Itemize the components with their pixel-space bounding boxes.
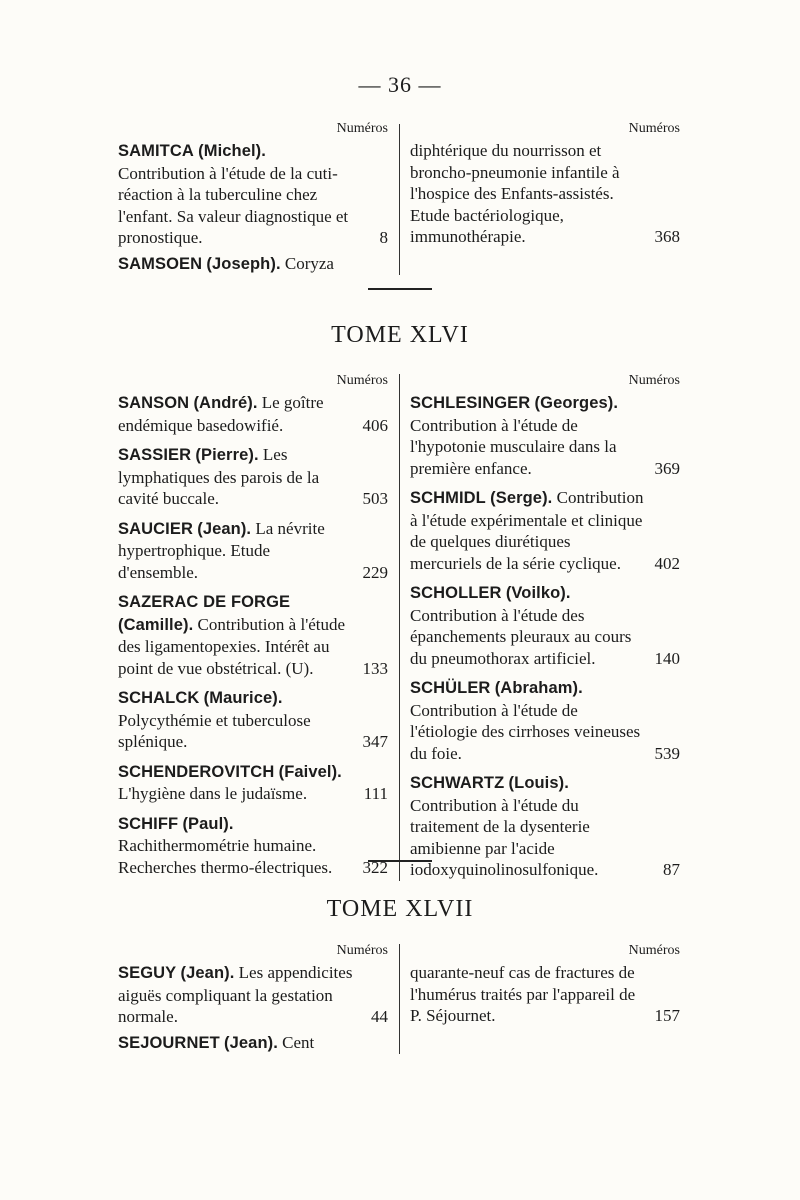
author-first-name: (Jean).: [197, 519, 252, 538]
entry-number: 368: [654, 227, 680, 246]
author-name: SAUCIER: [118, 519, 193, 538]
left-column: [118, 370, 399, 881]
thesis-title: Coryza: [284, 253, 334, 273]
left-column: [118, 118, 399, 275]
thesis-title: Contribution à l'étude du traitement de la dysenterie amibienne par l'acide iodoxyquinolinosulfonique.: [410, 795, 599, 879]
entry-number: 87: [663, 860, 680, 879]
author-first-name: (Jean).: [180, 964, 235, 982]
section-separator: [368, 860, 432, 862]
column-divider: [399, 944, 400, 1054]
left-column: [118, 940, 399, 1054]
column-header-left: Numéros: [336, 943, 388, 958]
index-entry: [118, 140, 388, 249]
section-separator: [368, 288, 432, 290]
author-first-name: (Maurice).: [203, 689, 283, 707]
author-name: SAZERAC DE FORGE: [118, 593, 291, 611]
entry-number: 44: [371, 1007, 388, 1026]
section-tome-xlvii: [118, 940, 680, 1054]
entry-number: 539: [654, 743, 680, 763]
thesis-title: La névrite hypertrophique. Etude d'ensemble.: [118, 518, 325, 582]
index-entry: [118, 591, 388, 679]
thesis-title: Contribution à l'étude des ligamentopexies. Intérêt au point de vue obstétrical. (U).: [118, 614, 346, 678]
author-name: SASSIER: [118, 446, 192, 464]
index-entry: [410, 677, 680, 764]
entry-number: 503: [362, 489, 388, 508]
author-first-name: (Faivel).: [278, 762, 342, 781]
thesis-title: L'hygiène dans le judaïsme.: [118, 784, 308, 803]
thesis-title: Cent: [282, 1032, 315, 1052]
tome-heading: TOME XLVI: [331, 322, 469, 348]
author-first-name: (Louis).: [508, 774, 569, 792]
entry-number: 402: [654, 553, 680, 573]
index-entry: [118, 392, 388, 436]
index-entry: [410, 772, 680, 881]
author-name: SCHWARTZ: [410, 774, 505, 792]
author-first-name: (Camille).: [118, 615, 194, 634]
thesis-title: Les appendicites aiguës compliquant la gestation normale.: [118, 963, 353, 1026]
index-entry: [118, 813, 388, 879]
tome-heading: TOME XLVII: [326, 896, 474, 922]
author-name: SCHOLLER: [410, 584, 502, 602]
thesis-title: Contribution à l'étude de la cuti-réaction à la tuberculine chez l'enfant. Sa valeur diagnostique et pronostique.: [118, 163, 349, 247]
entry-number: 157: [654, 1006, 680, 1025]
author-first-name: (Abraham).: [494, 679, 583, 697]
index-entry: [410, 392, 680, 479]
entry-number: 322: [362, 857, 388, 877]
author-name: SCHIFF: [118, 814, 179, 833]
column-divider: [399, 374, 400, 881]
author-first-name: (Jean).: [224, 1033, 278, 1052]
thesis-title: Les lymphatiques des parois de la cavité buccale.: [118, 445, 320, 508]
author-first-name: (Serge).: [490, 489, 553, 507]
author-name: SCHLESINGER: [410, 394, 531, 412]
index-entry-continued: [410, 140, 680, 248]
right-column: [399, 940, 680, 1054]
column-header-left: Numéros: [336, 373, 388, 388]
index-entry: [118, 444, 388, 510]
thesis-title: Rachithermométrie humaine. Recherches thermo-électriques.: [118, 836, 333, 877]
index-entry-continued: [410, 962, 680, 1027]
column-divider: [399, 124, 400, 275]
thesis-title: Contribution à l'étude des épanchements pleuraux au cours du pneumothorax artificiel.: [410, 605, 632, 668]
author-first-name: (Michel).: [198, 142, 266, 160]
entry-number: 8: [379, 228, 388, 247]
column-header-right: Numéros: [628, 373, 680, 388]
author-name: SCHÜLER: [410, 679, 491, 697]
section-continuation: [118, 118, 680, 275]
thesis-title: Le goître endémique basedowifié.: [118, 393, 324, 435]
index-entry: [118, 687, 388, 753]
index-entry: [410, 487, 680, 574]
author-name: SAMITCA: [118, 142, 194, 160]
entry-number: 140: [654, 648, 680, 668]
author-name: SCHMIDL: [410, 489, 486, 507]
thesis-title: quarante-neuf cas de fractures de l'humérus traités par l'appareil de P. Séjournet.: [410, 963, 636, 1025]
page-number: — 36 —: [358, 72, 442, 97]
thesis-title: Contribution à l'étude expérimentale et clinique de quelques diurétiques mercuriels de la série cyclique.: [410, 488, 644, 573]
index-entry: [118, 962, 388, 1028]
entry-number: 133: [362, 658, 388, 678]
author-name: SEJOURNET: [118, 1033, 220, 1052]
index-entry: [118, 253, 388, 276]
column-header-right: Numéros: [628, 943, 680, 958]
author-name: SANSON: [118, 394, 190, 412]
author-name: SCHALCK: [118, 689, 200, 707]
author-first-name: (Paul).: [182, 814, 234, 833]
section-tome-xlvi: [118, 370, 680, 881]
index-entry: [118, 761, 388, 805]
entry-number: 369: [654, 458, 680, 478]
entry-number: 229: [362, 562, 388, 582]
index-entry: [118, 1032, 388, 1055]
right-column: [399, 118, 680, 275]
entry-number: 406: [362, 415, 388, 435]
entry-number: 111: [363, 784, 388, 803]
thesis-title: Contribution à l'étude de l'hypotonie musculaire dans la première enfance.: [410, 415, 617, 478]
author-first-name: (Voilko).: [505, 584, 571, 602]
index-entry: [118, 518, 388, 584]
index-entry: [410, 582, 680, 669]
author-first-name: (André).: [193, 394, 258, 412]
entry-number: 347: [362, 732, 388, 751]
column-header-left: Numéros: [336, 121, 388, 136]
column-header-right: Numéros: [628, 121, 680, 136]
thesis-title: Polycythémie et tuberculose splénique.: [118, 710, 311, 751]
author-first-name: (Pierre).: [195, 446, 259, 464]
author-name: SAMSOEN: [118, 254, 203, 273]
author-first-name: (Georges).: [534, 394, 619, 412]
right-column: [399, 370, 680, 881]
thesis-title: Contribution à l'étude de l'étiologie des cirrhoses veineuses du foie.: [410, 700, 641, 763]
author-name: SCHENDEROVITCH: [118, 762, 275, 781]
author-name: SEGUY: [118, 964, 177, 982]
thesis-title: diphtérique du nourrisson et broncho-pneumonie infantile à l'hospice des Enfants-assistés. Etude bactériologique, immunothérapie.: [410, 141, 620, 246]
author-first-name: (Joseph).: [206, 254, 281, 273]
